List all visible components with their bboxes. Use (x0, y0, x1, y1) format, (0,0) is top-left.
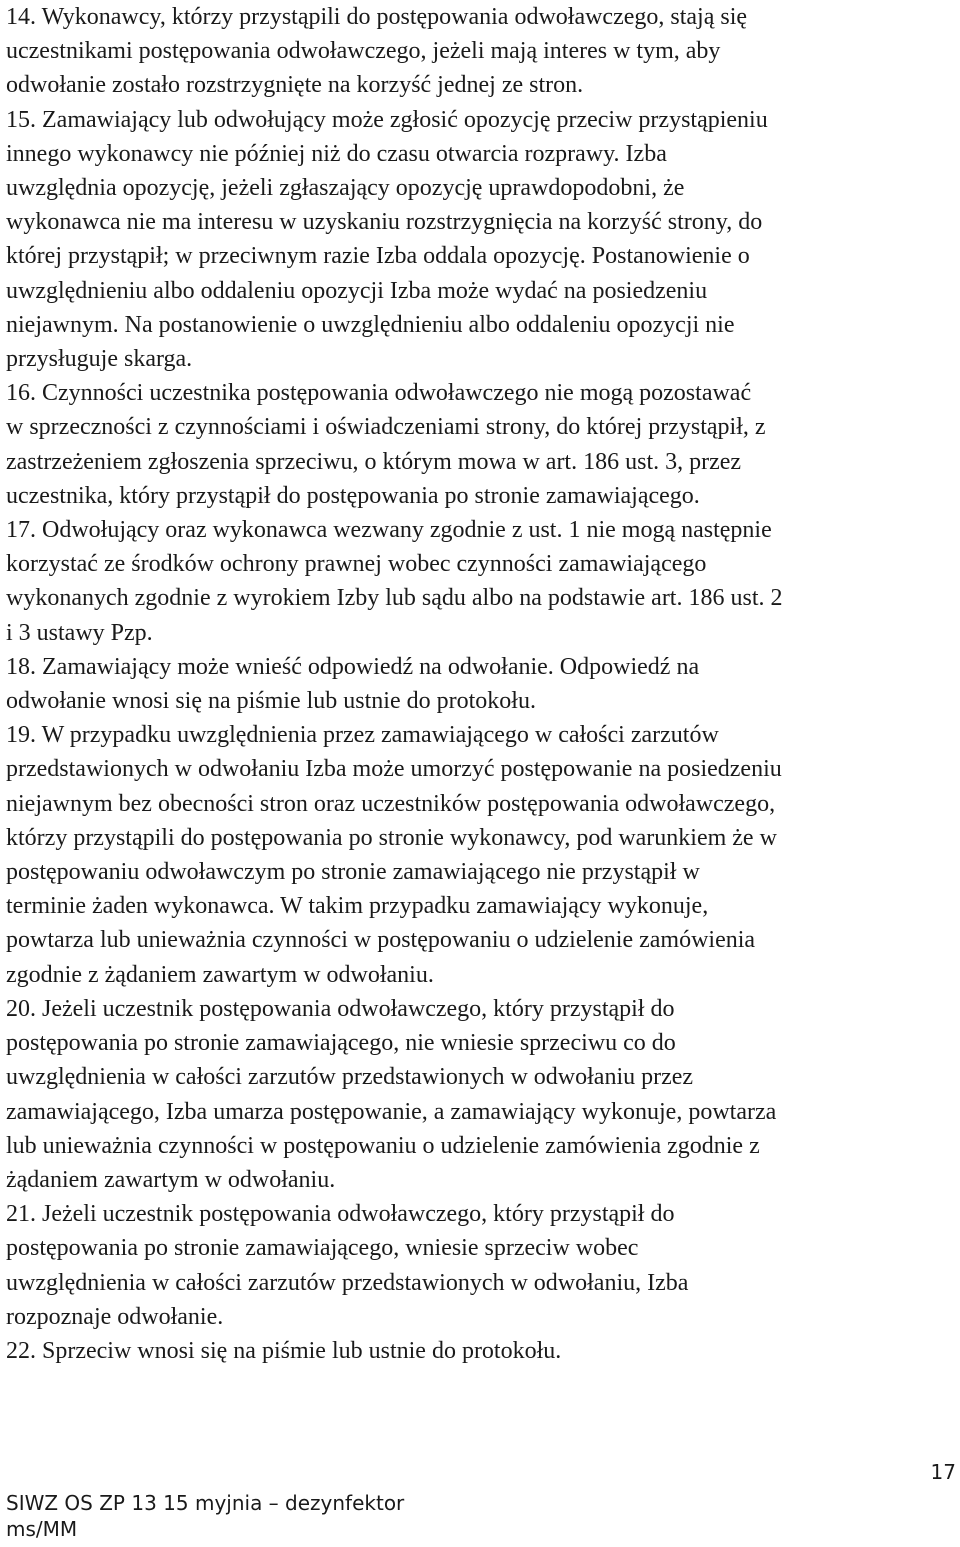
document-body (6, 0, 954, 1368)
paragraph-21: 21. Jeżeli uczestnik postępowania odwoławczego, który przystąpił do postępowania po stronie zamawiającego, wniesie sprzeciw wobec uwzględnienia w całości zarzutów przedstawionych w odwołaniu, Izba rozpoznaje odwołanie. (6, 1201, 689, 1330)
paragraph-17: 17. Odwołujący oraz wykonawca wezwany zgodnie z ust. 1 nie mogą następnie korzystać ze środków ochrony prawnej wobec czynności zamawiającego wykonanych zgodnie z wyrokiem Izby lub sądu albo na podstawie art. 186 ust. 2 i 3 ustawy Pzp. (6, 517, 783, 646)
page-number: 17 (930, 1460, 956, 1484)
paragraph-22: 22. Sprzeciw wnosi się na piśmie lub ustnie do protokołu. (6, 1337, 562, 1364)
footer-text: SIWZ OS ZP 13 15 myjnia – dezynfektor ms/MM (6, 1491, 405, 1541)
paragraph-18: 18. Zamawiający może wnieść odpowiedź na odwołanie. Odpowiedź na odwołanie wnosi się na piśmie lub ustnie do protokołu. (6, 653, 700, 715)
paragraph-16: 16. Czynności uczestnika postępowania odwoławczego nie mogą pozostawać w sprzeczności z czynnościami i oświadczeniami strony, do której przystąpił, z zastrzeżeniem zgłoszenia sprzeciwu, o którym mowa w art. 186 ust. 3, przez uczestnika, który przystąpił do postępowania po stronie zamawiającego. (6, 380, 766, 509)
paragraph-14: 14. Wykonawcy, którzy przystąpili do postępowania odwoławczego, stają się uczestnikami postępowania odwoławczego, jeżeli mają interes w tym, aby odwołanie zostało rozstrzygnięte na korzyść jednej ze stron. (6, 4, 748, 99)
paragraph-20: 20. Jeżeli uczestnik postępowania odwoławczego, który przystąpił do postępowania po stronie zamawiającego, nie wniesie sprzeciwu co do uwzględnienia w całości zarzutów przedstawionych w odwołaniu przez zamawiającego, Izba umarza postępowanie, a zamawiający wykonuje, powtarza lub unieważnia czynności w postępowaniu o udzielenie zamówienia zgodnie z żądaniem zawartym w odwołaniu. (6, 995, 777, 1193)
paragraph-15: 15. Zamawiający lub odwołujący może zgłosić opozycję przeciw przystąpieniu innego wykonawcy nie później niż do czasu otwarcia rozprawy. Izba uwzględnia opozycję, jeżeli zgłaszający opozycję uprawdopodobni, że wykonawca nie ma interesu w uzyskaniu rozstrzygnięcia na korzyść strony, do której przystąpił; w przeciwnym razie Izba oddala opozycję. Postanowienie o uwzględnieniu albo oddaleniu opozycji Izba może wydać na posiedzeniu niejawnym. Na postanowienie o uwzględnieniu albo oddaleniu opozycji nie przysługuje skarga. (6, 106, 768, 373)
paragraph-19: 19. W przypadku uwzględnienia przez zamawiającego w całości zarzutów przedstawionych w odwołaniu Izba może umorzyć postępowanie na posiedzeniu niejawnym bez obecności stron oraz uczestników postępowania odwoławczego, którzy przystąpili do postępowania po stronie wykonawcy, pod warunkiem że w postępowaniu odwoławczym po stronie zamawiającego nie przystąpił w terminie żaden wykonawca. W takim przypadku zamawiający wykonuje, powtarza lub unieważnia czynności w postępowaniu o udzielenie zamówienia zgodnie z żądaniem zawartym w odwołaniu. (6, 722, 782, 988)
